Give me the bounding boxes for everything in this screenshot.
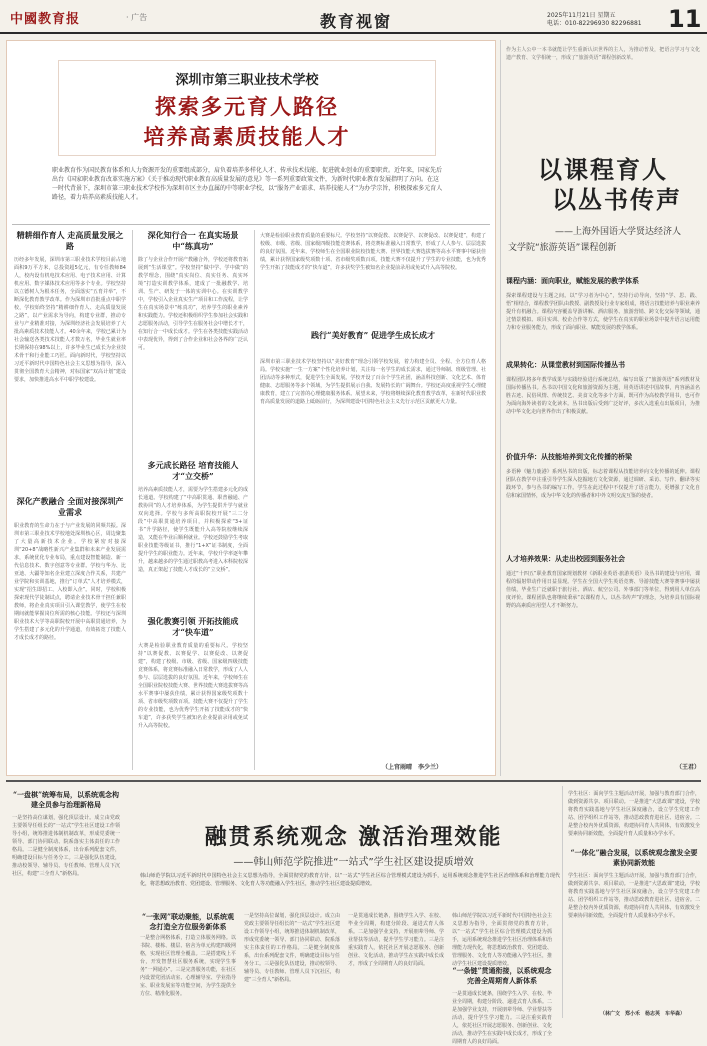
main-col3: 除了与企业合作开展产教融合外，学校还将教育拓展到“生活课堂”。学校坚持“做中学、学中做”的教学理念，围绕“真实岗位、真实任务、真实环境”打造实训教学体系，建成了一批融教学、培训、生产、研发于一体的实训中心。在实训教学中，学校引入企业真实生产项目和工作流程，让学生在真实场景中“练真功”，培养学生的职业素养和实践能力。学校还积极组织学生参加社会实践和志愿服务活动，引导学生在服务社会中增长才干，在知行合一中成长成才。学生在各类技能实践活动中表现优异，得到了合作企业和社会各界的广泛认可。 xyxy=(138,257,249,351)
column-rule xyxy=(500,40,501,776)
bottom-mid-col4: 一是贯通成长链条，围绕学生入学、在校、毕业全周期，构建分阶段、递进式育人体系。二是加强学业支持，开展朋辈导师、学业帮扶等活动，提升学生学习能力。三是注重实践育人，依托社区开展志愿服务、创新创业、文化活动，推动学生在实践中成长成才，形成了全周期育人的良好局面。 xyxy=(452,991,553,1045)
bottom-mid-col1b: 一是坚持高位谋划，强化顶层设计。成立由党政主要领导任组长的“一站式”学生社区建设工作领导小组，统筹推进体制机制改革，形成党委统一领导、部门协同联动、院系落实主体责任的工作格局。二是健全制度体系，出台系列配套文件，明确建设目标与任务分工。三是强化队伍建设，推动校领导、辅导员、专任教师、管理人员下沉社区，构建“三全育人”新格局。 xyxy=(244,913,340,983)
bottom-divider xyxy=(6,780,701,782)
main-byline: （上官雨晴 李少兰） xyxy=(382,764,443,771)
right-title-line1: 以课程育人 xyxy=(538,155,668,184)
right-byline: （王君） xyxy=(676,764,701,771)
column-rule xyxy=(254,230,255,770)
right-col2: 课程团队将多年教学成果与实践经验进行系统总结，编写出版了“旅游英语”系列教材及国际传播丛书。丛书以中国文化和旅游资源为主题，用英语讲述中国故事，内容涵盖名胜古迹、民俗风情、传统技艺、美食文化等多个方面，既可作为高校教学用书，也可作为面向海外读者的文化读本。丛书出版后受到广泛好评，多次入选重点出版项目，为推动中华文化走向世界作出了积极贡献。 xyxy=(506,377,700,415)
date-text: 2025年11月21日 星期五 xyxy=(547,12,616,19)
column-rule xyxy=(562,786,563,1018)
bottom-right-head: “一体化”融合发展，以系统观念激发全要素协同新效能 xyxy=(570,848,698,867)
main-title-line1: 探索多元育人路径 xyxy=(155,94,339,119)
main-col2: 职业教育的生命力在于与产业发展的同频共振。深圳市第三职业技术学校地处深圳核心区，周边聚集了大量高新技术企业。学校紧密对接深圳“20+8”战略性新兴产业集群和未来产业发展需求，系统优化专业布局，重点建设智能制造、新一代信息技术、数字创意等专业群。学校与华为、比亚迪、大疆等知名企业建立深度合作关系，共建产业学院和实训基地，推行“订单式”人才培养模式，实现“招生即招工、入校即入企”。同时，学校积极探索现代学徒制试点，聘请企业技术骨干担任兼职教师，将企业真实项目引入课堂教学，使学生在校期间就能掌握岗位所需的核心技能。学校还与深圳职业技术大学等高职院校开展中高职贯通培养，为学生搭建了多元化的升学通道，有效拓宽了技能人才成长成才的路径。 xyxy=(14,523,126,641)
main-col6: 深圳市第三职业技术学校坚持以“美好教育”理念引领学校发展，着力构建全员、全程、全方位育人格局。学校实施“一生一方案”个性化培养计划，关注每一名学生的成长需求，通过导师制、班级管理、社团活动等多种形式，促进学生全面发展。学校开设了百余个学生社团，涵盖科技创新、文化艺术、体育健康、志愿服务等多个领域，为学生提供展示自我、发展特长的广阔舞台。学校还高度重视学生心理健康教育，建立了完善的心理健康服务体系。展望未来，学校将继续深化教育教学改革，在新时代职业教育高质量发展的道路上砥砺前行，为深圳建设中国特色社会主义先行示范区贡献更大力量。 xyxy=(260,359,486,405)
main-col4: 培养高素质技能人才，需要为学生搭建多元化的成长通道。学校构建了“中高职贯通、职普融通、产教协同”的人才培养体系，为学生提供升学与就业双向选择。学校与多所高职院校开展“三二分段”中高职贯通培养项目，并积极探索“3+证书”升学路径，使学生既能升入高等院校继续深造，又能在毕业后顺利就业。学校还鼓励学生考取职业技能等级证书，推行“1+X”证书制度，全面提升学生的职业能力。近年来，学校升学率逐年攀升，越来越多的学生通过职教高考进入本科院校深造，真正架起了技能人才成长的“立交桥”。 xyxy=(138,487,249,573)
bottom-left-col: 一是坚持高位谋划，强化顶层设计。成立由党政主要领导任组长的“一站式”学生社区建设工作领导小组，统筹推进体制机制改革，形成党委统一领导、部门协同联动、院系落实主体责任的工作格局。二是健全制度体系，出台系列配套文件，明确建设目标与任务分工。三是强化队伍建设，推动校领导、辅导员、专任教师、管理人员下沉社区，构建“三全育人”新格局。 xyxy=(12,815,120,877)
bottom-mid-head2: “一条链”贯通衔接，以系统观念完善全周期育人新体系 xyxy=(452,966,552,985)
bottom-right-col-top: 学生社区：面向学生主题活动开展，加强与教育部门合作，做到资源共享、项目联动。一是推进“大思政课”建设，学校将教育实践基地与学生社区深度融合，设立学生党建工作站、团学组织工作站等，推动思政教育进社区、进宿舍。二是整合校内外优质资源，构建协同育人共同体，有效激发全要素协同新效能，全面提升育人质量和办学水平。 xyxy=(568,791,700,837)
bottom-mid-head1: “一张网”联动聚能，以系统观念打造全方位服务新体系 xyxy=(141,912,235,931)
right-col1: 探索课程建设与主题之间。以“学习者为中心”，坚持行动导向，坚持“学、思、践、悟”相结合，课程教学团队由教授、副教授及行业专家组成，将语言技能培养与职业素养提升有机融合。课程内容覆盖导游讲解、酒店服务、旅游营销、跨文化交际等领域，通过情景模拟、项目实训、校企合作等方式，使学生在真实的职业场景中提升语言运用能力和专业服务能力，形成了面向职业、赋能发展的教学体系。 xyxy=(506,293,700,331)
right-subtitle2: 文学院“旅游英语”课程创新 xyxy=(508,243,617,253)
main-title-box xyxy=(58,60,436,156)
bottom-byline: （林广文 郑小禾 杨志英 车华森） xyxy=(600,1011,686,1017)
right-section3-head: 价值升华：从技能培养到文化传播的桥梁 xyxy=(506,452,632,461)
main-section1-head: 精耕细作育人 走高质量发展之路 xyxy=(16,230,124,251)
right-section2-head: 成果转化：从课堂教材到国际传播丛书 xyxy=(506,360,625,369)
bottom-mid-col2: 一是贯通成长链条，围绕学生入学、在校、毕业全周期，构建分阶段、递进式育人体系。二是加强学业支持，开展朋辈导师、学业帮扶等活动，提升学生学习能力。三是注重实践育人，依托社区开展志愿服务、创新创业、文化活动，推动学生在实践中成长成才，形成了全周期育人的良好局面。 xyxy=(348,913,444,967)
right-title-line2: 以丛书传声 xyxy=(552,185,682,214)
main-section4-head: 多元成长路径 培育技能人才“立交桥” xyxy=(147,460,239,481)
bottom-subtitle: ——韩山师范学院推进“一站式”学生社区建设提质增效 xyxy=(233,857,474,868)
section-label: · 广告 xyxy=(126,13,148,22)
right-intro: 作为主人公中一本书就能让学生重新认识世界的主人，为推动普及，把语言学习与文化遗产教育、文学相统一，形成了“旅游英语”课程创新改革。 xyxy=(506,47,700,61)
divider xyxy=(12,224,490,225)
phone-text: 电话：010-82296930 82296881 xyxy=(547,20,642,28)
newspaper-logo: 中國教育报 xyxy=(10,12,81,27)
main-lead: 职业教育作为国民教育体系和人力资源开发的重要组成部分，肩负着培养多样化人才、传承技术技能、促进就业创业的重要职责。近年来，国家先后出台《国家职业教育改革实施方案》《关于推动现代职业教育高质量发展的意见》等一系列重要政策文件，为新时代职业教育发展指明了方向。在这一时代背景下，深圳市第三职业技术学校作为深圳市区主办直属的中等职业学校，以“服务产业需求、培养技能人才”为办学宗旨，积极探索多元育人路径，着力培养高素质技能人才。 xyxy=(52,167,443,201)
bottom-left-head: “一盘棋”统筹布局，以系统观念构建全员参与治理新格局 xyxy=(12,790,120,809)
right-subtitle1: ——上海外国语大学贤达经济人 xyxy=(555,227,682,237)
main-section6-head: 践行“美好教育” 促进学生成长成才 xyxy=(311,330,435,340)
issue-date xyxy=(547,12,642,29)
column-rule xyxy=(132,230,133,770)
main-section2-head: 深化产教融合 全面对接深圳产业需求 xyxy=(16,496,124,517)
page-number: 11 xyxy=(668,5,702,33)
main-col1: 历经多年发展，深圳市第三职业技术学校目前占地面积9万平方米，总投资超5亿元，有专任教师84人，校内设有机电技术应用、电子技术应用、计算机应用、数字媒体技术应用等多个专业。学校坚持以立德树人为根本任务，全面落实“五育并举”，不断深化教育教学改革。作为深圳市首批重点中职学校，学校始终坚持“精耕细作育人、走高质量发展之路”，以产业需求为导向，构建专业群，推动专业与产业精准对接，为深圳经济社会发展培养了大批高素质技术技能人才。40余年来，学校已累计为社会输送各类技术技能人才数万名，毕业生就业率长期保持在98%以上，许多毕业生已成长为企业技术骨干和行业能工巧匠。面向新时代，学校坚持以习近平新时代中国特色社会主义思想为指导，深入贯彻全国教育大会精神，对标国家“双高计划”建设要求，加快推进高水平中职学校建设。 xyxy=(14,257,126,383)
main-title-line2: 培养高素质技能人才 xyxy=(143,124,351,149)
bottom-title: 融贯系统观念 激活治理效能 xyxy=(204,824,503,850)
main-section5-head: 强化教赛引领 开拓技能成才“快车道” xyxy=(147,616,239,637)
main-kicker: 深圳市第三职业技术学校 xyxy=(175,73,319,88)
main-col5b: 大赛是检验职业教育质量的重要标尺。学校坚持“以赛促教、以赛促学、以赛促改、以赛促建”，构建了校级、市级、省级、国家级四级技能竞赛体系，将竞赛标准融入日常教学，形成了人人参与、层层选拔的良好氛围。近年来，学校师生在全国职业院校技能大赛、世界技能大赛选拔赛等高水平赛事中屡获佳绩，累计获得国家级奖项数十项、省市级奖项数百项。技能大赛不仅提升了学生的专业技能，也为优秀学生开拓了技能成才的“快车道”，许多获奖学生被知名企业提前录用或免试升入高等院校。 xyxy=(260,233,486,271)
right-col3: 多语种《魅力鹿港》系列丛书的出版，标志着课程从技能培养向文化传播的延伸。课程团队在教学中注重引导学生深入挖掘地方文化资源，通过调研、采访、写作、翻译等实践环节，参与丛书的编写工作。学生在此过程中不仅提升了语言能力，更增强了文化自信和家国情怀，成为中华文化的传播者和中外文明交流互鉴的使者。 xyxy=(506,469,700,499)
main-col5: 大赛是检验职业教育质量的重要标尺。学校坚持“以赛促教、以赛促学、以赛促改、以赛促建”，构建了校级、市级、省级、国家级四级技能竞赛体系，将竞赛标准融入日常教学，形成了人人参与、层层选拔的良好氛围。近年来，学校师生在全国职业院校技能大赛、世界技能大赛选拔赛等高水平赛事中屡获佳绩，累计获得国家级奖项数十项、省市级奖项数百项。技能大赛不仅提升了学生的专业技能，也为优秀学生开拓了技能成才的“快车道”，许多获奖学生被知名企业提前录用或免试升入高等院校。 xyxy=(138,643,249,729)
right-col4: 通过“十四五”职业教育国家规划教材《新职业英语·旅游英语》及丛书的建设与应用，课程的辐射带动作用日益显现。学生在全国大学生英语竞赛、导游技能大赛等赛事中屡获佳绩，毕业生广泛就职于旅行社、酒店、航空公司、外事部门等单位，得到用人单位高度评价。课程团队也将继续秉承“以课程育人、以丛书传声”的理念，为培养具有国际视野的高素质应用型人才不断努力。 xyxy=(506,571,700,609)
main-section3-head: 深化知行合一 在真实场景中“练真功” xyxy=(147,230,239,251)
bottom-right-col: 学生社区：面向学生主题活动开展，加强与教育部门合作，做到资源共享、项目联动。一是推进“大思政课”建设，学校将教育实践基地与学生社区深度融合，设立学生党建工作站、团学组织工作站等，推动思政教育进社区、进宿舍。二是整合校内外优质资源，构建协同育人共同体，有效激发全要素协同新效能，全面提升育人质量和办学水平。 xyxy=(568,873,700,919)
bottom-mid-col3: 韩山师范学院以习近平新时代中国特色社会主义思想为指导，全面贯彻党的教育方针，以“一站式”学生社区综合管理模式建设为抓手，运用系统观念推进学生社区治理体系和治理能力现代化，将思想政治教育、党团建设、管理服务、文化育人等功能融入学生社区，推动学生社区建设提质增效。 xyxy=(452,913,553,967)
bottom-mid-col1: 一是整合网格体系，打造立体服务网络。以书院、楼栋、楼层、宿舍为单元构建四级网格，实现社区管理全覆盖。二是搭建线上平台，开发智慧社区服务系统，实现学生事务“一网通办”。三是完善服务功能，在社区内设置党团活动室、心理辅导室、学业指导室、职业发展室等功能空间，为学生提供全方位、精准化服务。 xyxy=(140,935,236,997)
page-title: 教育视窗 xyxy=(320,12,393,31)
right-section1-head: 课程内涵：面向职业，赋能发展的教学体系 xyxy=(506,276,639,285)
bottom-intro: 韩山师范学院以习近平新时代中国特色社会主义思想为指导，全面贯彻党的教育方针，以“一站式”学生社区综合管理模式建设为抓手，运用系统观念推进学生社区治理体系和治理能力现代化，将思想政治教育、党团建设、管理服务、文化育人等功能融入学生社区，推动学生社区建设提质增效。 xyxy=(140,873,560,887)
right-section4-head: 人才培养效果：从走出校园到服务社会 xyxy=(506,554,625,563)
masthead xyxy=(0,0,707,34)
